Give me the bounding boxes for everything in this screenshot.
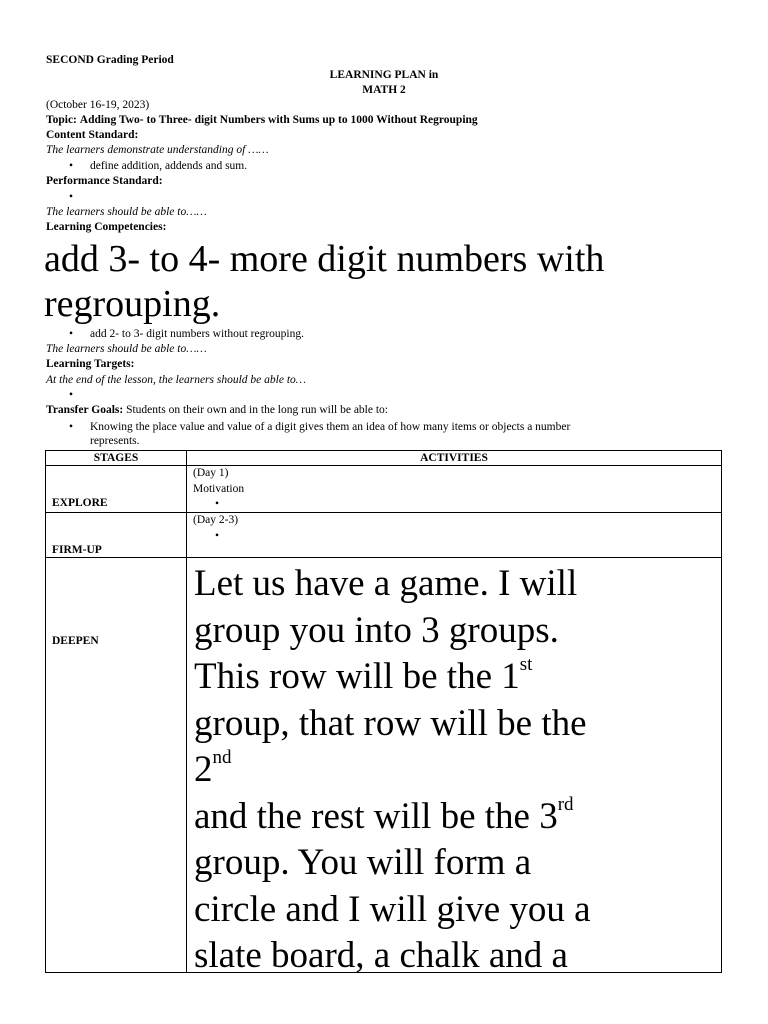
content-standard-label: Content Standard: (46, 129, 139, 141)
deepen-line-2: group you into 3 groups. (194, 609, 559, 651)
competency-bullet: • add 2- to 3- digit numbers without regrouping. (90, 327, 304, 341)
deepen-line-1: Let us have a game. I will (194, 563, 578, 604)
table-header-divider (45, 465, 722, 466)
deepen-line-6-sup: rd (557, 793, 574, 815)
header-activities: ACTIVITIES (420, 452, 488, 464)
grading-period: SECOND Grading Period (46, 54, 174, 66)
explore-day: (Day 1) (193, 467, 229, 479)
deepen-activity-text (194, 561, 716, 980)
firmup-day: (Day 2-3) (193, 514, 239, 526)
content-standard-intro: The learners demonstrate understanding of …… (46, 144, 269, 156)
performance-standard-intro: The learners should be able to…… (46, 206, 207, 218)
deepen-line-6-text: and the rest will be the 3 (194, 795, 558, 837)
competency-intro: The learners should be able to…… (46, 343, 207, 355)
deepen-line-3-sup: st (519, 654, 533, 675)
deepen-line-3 (194, 654, 716, 701)
deepen-line-5 (194, 747, 716, 794)
plan-dates: (October 16-19, 2023) (46, 99, 150, 111)
performance-standard-label: Performance Standard: (46, 175, 163, 187)
transfer-goals-line (46, 403, 388, 417)
topic-label: Topic: (46, 114, 77, 126)
table-border-right (721, 450, 722, 973)
stage-explore: EXPLORE (52, 497, 108, 509)
topic-line (46, 113, 478, 127)
deepen-line-6 (194, 794, 716, 841)
stage-firm-up: FIRM-UP (52, 544, 102, 556)
deepen-line-3-text: This row will be the 1 (194, 656, 520, 697)
deepen-line-7: group. You will form a (194, 842, 532, 883)
deepen-line-9: slate board, a chalk and a (194, 935, 568, 976)
transfer-goals-text: Students on their own and in the long run will be able to: (126, 404, 388, 416)
table-column-divider (186, 450, 187, 973)
header-stages: STAGES (93, 452, 139, 464)
content-standard-bullet: • define addition, addends and sum. (90, 159, 247, 173)
competency-large-line-1: add 3- to 4- more digit numbers with (44, 238, 605, 280)
competency-large-line-2: regrouping. (44, 283, 221, 325)
deepen-line-5-sup: nd (212, 747, 232, 768)
table-row-divider-1 (45, 512, 722, 513)
learning-targets-label: Learning Targets: (46, 358, 135, 370)
transfer-goals-bullet-line-1: • Knowing the place value and value of a digit gives them an idea of how many items or objects a number (90, 420, 570, 434)
learning-competencies-label: Learning Competencies: (46, 221, 167, 233)
table-border-left (45, 450, 46, 973)
deepen-line-5-text: 2 (194, 749, 213, 790)
deepen-line-4: group, that row will be the (194, 702, 587, 744)
plan-title: LEARNING PLAN in (329, 69, 439, 81)
topic-text: Adding Two- to Three- digit Numbers with Sums up to 1000 Without Regrouping (79, 114, 478, 126)
transfer-goals-bullet-line-2: represents. (90, 435, 140, 447)
explore-activity: Motivation (193, 483, 245, 495)
table-row-divider-2 (45, 557, 722, 558)
transfer-goals-label: Transfer Goals: (46, 404, 124, 416)
stage-deepen: DEEPEN (52, 635, 99, 647)
learning-targets-intro: At the end of the lesson, the learners should be able to… (46, 374, 306, 386)
subject-title: MATH 2 (362, 84, 406, 96)
deepen-line-8: circle and I will give you a (194, 888, 591, 930)
